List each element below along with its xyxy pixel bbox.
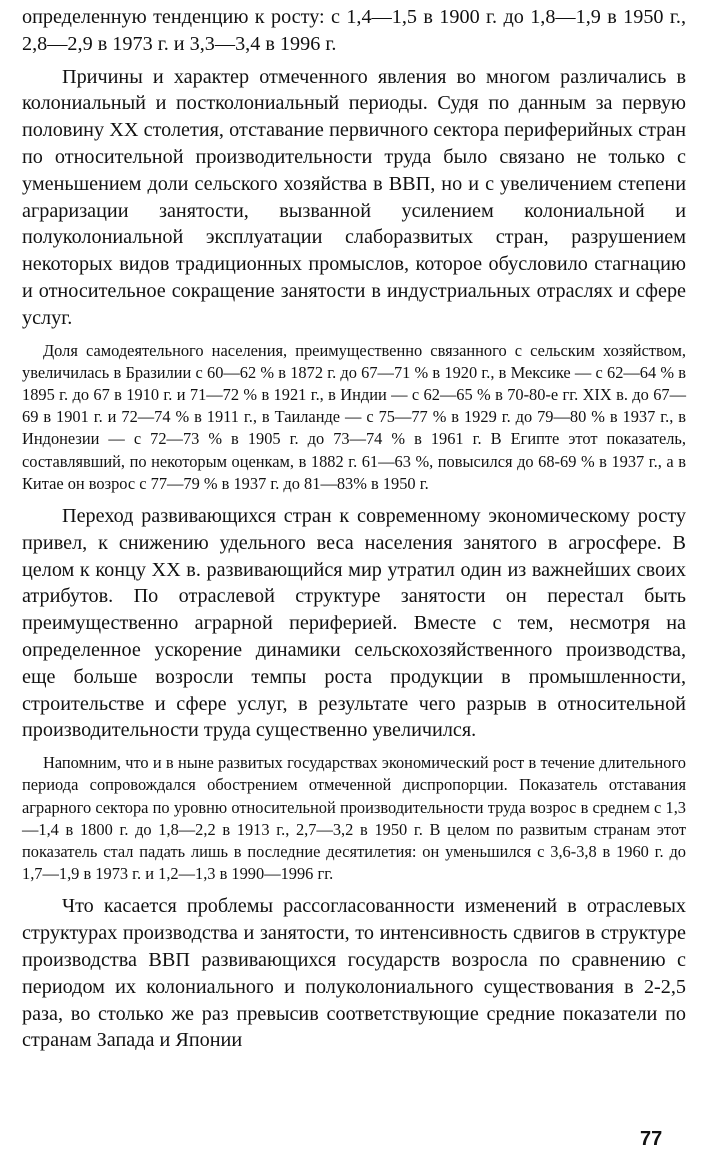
paragraph-continuation: определенную тенденцию к росту: с 1,4—1,5 в 1900 г. до 1,8—1,9 в 1950 г., 2,8—2,9 в 1973 г. и 3,3—3,4 в 1996 г. — [22, 6, 686, 55]
paragraph-transition: Переход развивающихся стран к современному экономическому росту привел, к снижению удельного веса населения занятого в агросфере. В целом к концу XX в. развивающийся мир утратил один из важнейших своих атрибутов. По отраслевой структуре занятости он перестал быть преимущественно аграрной периферией. Вместе с тем, несмотря на определенное ускорение динамики сельскохозяйственного производства, еще больше возросли темпы роста продукции в промышленности, строительстве и сфере услуг, в результате чего разрыв в относительной производительности труда существенно увеличился. — [22, 504, 686, 742]
paragraph-causes: Причины и характер отмеченного явления во многом различались в колониальный и постколониальный периоды. Судя по данным за первую половину XX столетия, отставание первичного сектора периферийных стран по относительной производительности труда было связано не только с уменьшением доли сельского хозяйства в ВВП, но и с увеличением степени аграризации занятости, вызванной усилением колониальной и полуколониальной эксплуатации слаборазвитых стран, разрушением некоторых видов традиционных промыслов, которое обусловило стагнацию и относительное сокращение занятости в индустриальных отраслях и сфере услуг. — [22, 65, 686, 329]
paragraph-structural-shifts: Что касается проблемы рассогласованности изменений в отраслевых структурах производства и занятости, то интенсивность сдвигов в структуре производства ВВП развивающихся государств возросла по сравнению с периодом их колониального и полуколониального существования в 2-2,5 раза, во столько же раз превысив соответствующие средние показатели по странам Запада и Японии — [22, 895, 686, 1052]
note-agricultural-population: Доля самодеятельного населения, преимущественно связанного с сельским хозяйством, увеличилась в Бразилии с 60—62 % в 1872 г. до 67—71 % в 1920 г., в Мексике — с 62—64 % в 1895 г. до 67 в 1910 г. и 71—72 % в 1921 г., в Индии — с 62—65 % в 70-80-е гг. XIX в. до 67—69 в 1901 г. и 72—74 % в 1911 г., в Таиланде — с 75—77 % в 1929 г. до 79—80 % в 1937 г., в Индонезии — с 72—73 % в 1905 г. до 73—74 % в 1961 г. В Египте этот показатель, составлявший, по некоторым оценкам, в 1882 г. 61—63 %, повысился до 68-69 % в 1937 г., а в Китае он возрос с 77—79 % в 1937 г. до 81—83% в 1950 г. — [22, 340, 686, 493]
page-body — [22, 4, 686, 1054]
note-developed-countries: Напомним, что и в ныне развитых государствах экономический рост в течение длительного периода сопровождался обострением отмеченной диспропорции. Показатель отставания аграрного сектора по уровню относительной производительности труда возрос в среднем с 1,3—1,4 в 1800 г. до 1,8—2,2 в 1913 г., 2,7—3,2 в 1950 г. В целом по развитым странам этот показатель стал падать лишь в последние десятилетия: он уменьшился с 3,6-3,8 в 1960 г. до 1,7—1,9 в 1973 г. и 1,2—1,3 в 1990—1996 гг. — [22, 753, 686, 884]
page-number: 77 — [640, 1128, 663, 1150]
